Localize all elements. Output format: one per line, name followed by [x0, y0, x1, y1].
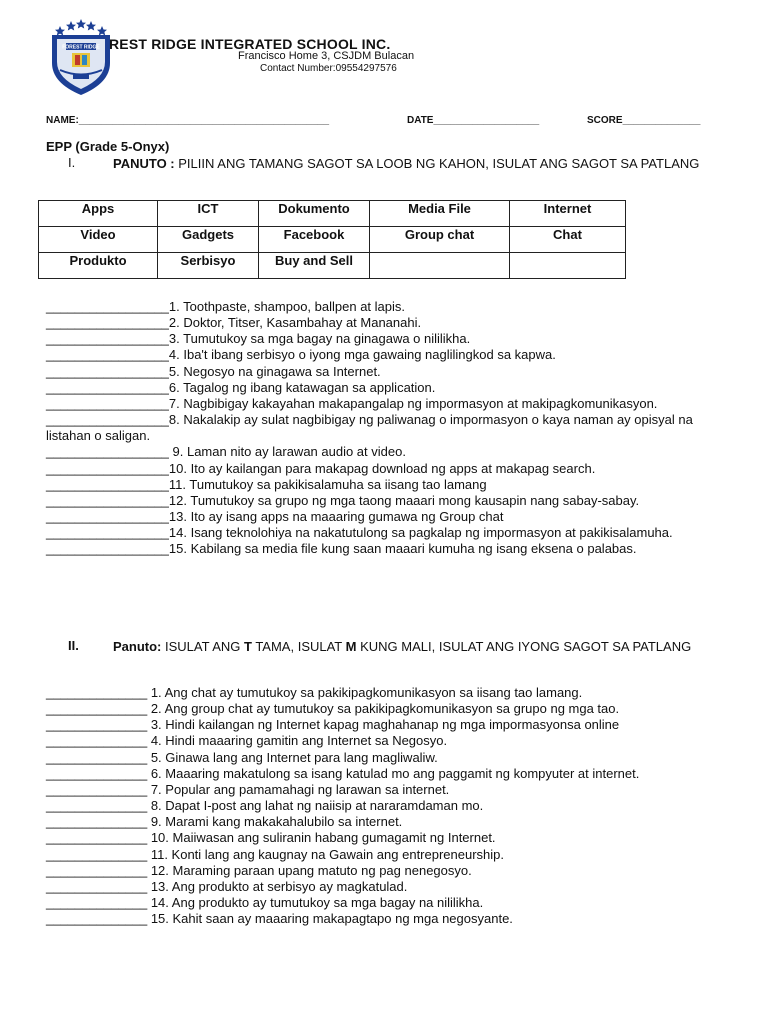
section1-instructions [113, 155, 723, 172]
section2-t: T [244, 639, 252, 654]
date-field[interactable] [407, 115, 539, 126]
name-line: _____________________________________________ [78, 115, 330, 126]
section1-question-list [46, 299, 736, 558]
list-item: _________________5. Negosyo na ginagawa sa Internet. [46, 363, 381, 379]
score-label: SCORE [587, 115, 623, 126]
table-cell: Internet [510, 201, 626, 227]
list-item: _________________3. Tumutukoy sa mga bagay na ginagawa o nililikha. [46, 331, 471, 347]
score-field[interactable] [587, 115, 700, 126]
choices-table [38, 200, 626, 279]
table-cell [370, 253, 510, 279]
list-item: ______________ 8. Dapat I-post ang lahat ng naiisip at nararamdaman mo. [46, 798, 484, 814]
table-cell: ICT [158, 201, 259, 227]
section2-m: M [345, 639, 357, 654]
shield-icon [46, 17, 116, 97]
list-item: ______________ 15. Kahit saan ay maaaring makapagtapo ng mga negosyante. [46, 911, 513, 927]
score-line: ______________ [622, 115, 701, 126]
table-row [39, 201, 626, 227]
list-item: ______________ 13. Ang produkto at serbisyo ay magkatulad. [46, 878, 408, 894]
list-item: _________________11. Tumutukoy sa pakikisalamuha sa iisang tao lamang [46, 476, 487, 492]
list-item: _________________2. Doktor, Titser, Kasambahay at Mananahi. [46, 315, 422, 331]
school-address: Francisco Home 3, CSJDM Bulacan [238, 50, 415, 62]
section1-label: PANUTO : [113, 156, 175, 171]
list-item: _________________12. Tumutukoy sa grupo ng mga taong maaari mong kausapin nang sabay-sabay. [46, 492, 640, 508]
list-item: ______________ 9. Marami kang makakahalubilo sa internet. [46, 814, 403, 830]
table-cell: Facebook [259, 227, 370, 253]
section1-text: PILIIN ANG TAMANG SAGOT SA LOOB NG KAHON, ISULAT ANG SAGOT SA PATLANG [174, 156, 700, 171]
list-item: _________________10. Ito ay kailangan para makapag download ng apps at makapag search. [46, 460, 596, 476]
list-item: ______________ 1. Ang chat ay tumutukoy sa pakikipagkomunikasyon sa iisang tao lamang. [46, 685, 583, 700]
section2-instructions [113, 638, 723, 655]
table-cell: Video [39, 227, 158, 253]
table-cell: Media File [370, 201, 510, 227]
list-item: _________________7. Nagbibigay kakayahan makapangalap ng impormasyon at makipagkomunikasyon. [46, 395, 658, 411]
table-cell: Chat [510, 227, 626, 253]
list-item: _________________8. Nakalakip ay sulat nagbibigay ng paliwanag o impormasyon o kaya naman ay opisyal na listahan o saligan. [46, 412, 693, 444]
school-name: REST RIDGE INTEGRATED SCHOOL INC. [109, 36, 391, 52]
table-row [39, 227, 626, 253]
logo-text: FOREST RIDGE [62, 44, 100, 51]
name-label: NAME: [46, 115, 79, 126]
table-cell: Produkto [39, 253, 158, 279]
list-item: _________________4. Iba't ibang serbisyo o iyong mga gawaing naglilingkod sa kapwa. [46, 347, 556, 363]
list-item: _________________14. Isang teknolohiya na nakatutulong sa pagkalap ng impormasyon at pakikisalamuha. [46, 525, 673, 541]
list-item: ______________ 11. Konti lang ang kaugnay na Gawain ang entrepreneurship. [46, 846, 505, 862]
list-item: _________________13. Ito ay isang apps na maaaring gumawa ng Group chat [46, 509, 504, 525]
section2-text-c: KUNG MALI, ISULAT ANG IYONG SAGOT SA PATLANG [356, 639, 692, 654]
list-item: ______________ 6. Maaaring makatulong sa isang katulad mo ang paggamit ng kompyuter at internet. [46, 765, 640, 781]
list-item: ______________ 10. Maiiwasan ang suliranin habang gumagamit ng Internet. [46, 830, 496, 846]
section2-label: Panuto: [113, 639, 162, 654]
section2-text-a: ISULAT ANG [161, 639, 244, 654]
table-cell [510, 253, 626, 279]
section2-number: II. [68, 638, 79, 653]
subject-title: EPP (Grade 5-Onyx) [46, 139, 170, 154]
table-cell: Dokumento [259, 201, 370, 227]
section2-question-list [46, 685, 736, 927]
list-item: _________________1. Toothpaste, shampoo, ballpen at lapis. [46, 299, 405, 314]
section1-number: I. [68, 155, 76, 170]
school-contact: Contact Number:09554297576 [260, 63, 397, 74]
table-row [39, 253, 626, 279]
school-logo [46, 17, 116, 97]
list-item: _________________15. Kabilang sa media file kung saan maaari kumuha ng isang eksena o palabas. [46, 541, 637, 557]
list-item: ______________ 5. Ginawa lang ang Internet para lang magliwaliw. [46, 749, 438, 765]
section2-text-b: TAMA, ISULAT [251, 639, 346, 654]
table-cell: Apps [39, 201, 158, 227]
list-item: ______________ 12. Maraming paraan upang matuto ng pag nenegosyo. [46, 862, 472, 878]
list-item: ______________ 7. Popular ang pamamahagi ng larawan sa internet. [46, 781, 450, 797]
list-item: _________________ 9. Laman nito ay larawan audio at video. [46, 444, 406, 460]
list-item: ______________ 4. Hindi maaaring gamitin ang Internet sa Negosyo. [46, 733, 448, 749]
table-cell: Buy and Sell [259, 253, 370, 279]
date-line: ___________________ [433, 115, 540, 126]
table-cell: Group chat [370, 227, 510, 253]
date-label: DATE [407, 115, 434, 126]
table-cell: Gadgets [158, 227, 259, 253]
list-item: _________________6. Tagalog ng ibang katawagan sa application. [46, 379, 436, 395]
name-field[interactable] [46, 115, 329, 126]
list-item: ______________ 2. Ang group chat ay tumutukoy sa pakikipagkomunikasyon sa grupo ng mga tao. [46, 701, 620, 717]
list-item: ______________ 14. Ang produkto ay tumutukoy sa mga bagay na nililikha. [46, 895, 484, 911]
table-cell: Serbisyo [158, 253, 259, 279]
list-item: ______________ 3. Hindi kailangan ng Internet kapag maghahanap ng mga impormasyonsa online [46, 717, 620, 733]
